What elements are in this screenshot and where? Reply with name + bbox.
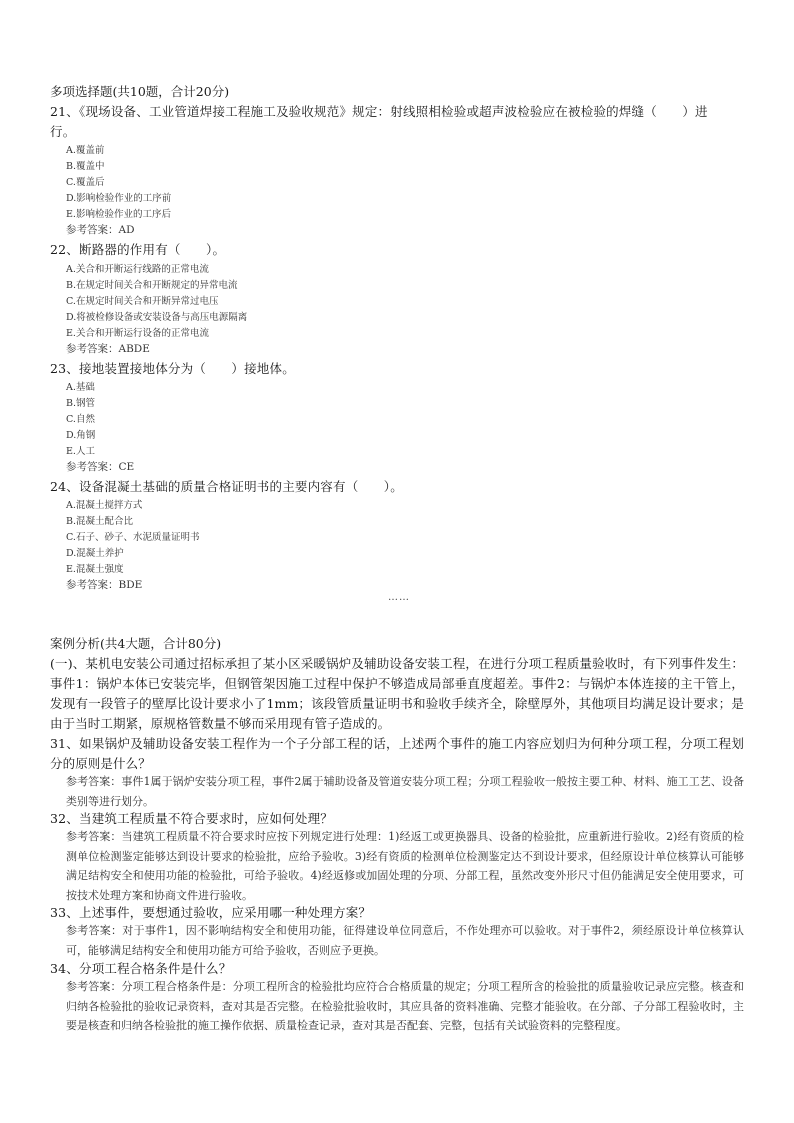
question-31-stem: 31、如果锅炉及辅助设备安装工程作为一个子分部工程的话，上述两个事件的施工内容应划归为何种分项工程，分项工程划分的原则是什么？ bbox=[50, 736, 744, 771]
question-34-stem: 34、分项工程合格条件是什么？ bbox=[50, 961, 232, 976]
question-23-option-a: A.基础 bbox=[66, 382, 95, 393]
omitted-questions-ellipsis: …… bbox=[388, 592, 410, 603]
question-22-option-e: E.关合和开断运行设备的正常电流 bbox=[66, 328, 209, 339]
question-21-option-e: E.影响检验作业的工序后 bbox=[66, 209, 171, 220]
question-23-option-b: B.钢管 bbox=[66, 398, 96, 409]
question-24-answer: 参考答案：BDE bbox=[66, 579, 143, 591]
question-32-answer: 参考答案：当建筑工程质量不符合要求时应按下列规定进行处理：1)经返工或更换器具、设备的检验批，应重新进行验收。2)经有资质的检测单位检测鉴定能够达到设计要求的检验批，应给予验收。3)经有资质的检测单位检测鉴定达不到设计要求，但经原设计单位核算认可能够满足结构安全和使用功能的检验批，可给予验收。4)经返修或加固处理的分项、分部工程，虽然改变外形尺寸但仍能满足安全使用要求，可按技术处理方案和协商文件进行验收。 bbox=[66, 830, 744, 902]
question-23-option-d: D.角钢 bbox=[66, 430, 96, 441]
question-24-option-a: A.混凝土搅拌方式 bbox=[66, 500, 143, 511]
case-intro-paragraph: (一)、某机电安装公司通过招标承担了某小区采暖锅炉及辅助设备安装工程，在进行分项工程质量验收时，有下列事件发生：事件1：锅炉本体已安装完毕，但钢管架因施工过程中保护不够造成局部垂直度超差。事件2：与锅炉本体连接的主干管上，发现有一段管子的壁厚比设计要求小了1mm；该段管质量证明书和验收手续齐全，除壁厚外，其他项目均满足设计要求；是由于当时工期紧，原规格管数量不够而采用现有管子造成的。 bbox=[50, 656, 744, 731]
question-22-option-b: B.在规定时间关合和开断规定的异常电流 bbox=[66, 280, 238, 291]
question-21-option-b: B.覆盖中 bbox=[66, 161, 105, 172]
question-23-answer: 参考答案：CE bbox=[66, 461, 135, 473]
question-33-stem: 33、上述事件，要想通过验收，应采用哪一种处理方案？ bbox=[50, 905, 372, 920]
question-33-answer: 参考答案：对于事件1，因不影响结构安全和使用功能，征得建设单位同意后，不作处理亦可以验收。对于事件2，须经原设计单位核算认可，能够满足结构安全和使用功能方可给予验收，否则应予更换。 bbox=[66, 924, 744, 957]
question-21-option-c: C.覆盖后 bbox=[66, 177, 105, 188]
question-22-option-a: A.关合和开断运行线路的正常电流 bbox=[66, 264, 209, 275]
question-24-option-e: E.混凝土强度 bbox=[66, 564, 124, 575]
question-21-option-d: D.影响检验作业的工序前 bbox=[66, 193, 172, 204]
question-22-option-d: D.将被检修设备或安装设备与高压电源隔离 bbox=[66, 312, 248, 323]
question-24-option-d: D.混凝土养护 bbox=[66, 548, 124, 559]
question-22-stem: 22、断路器的作用有（ ）。 bbox=[50, 242, 226, 257]
question-24-option-c: C.石子、砂子、水泥质量证明书 bbox=[66, 532, 200, 543]
question-23-stem: 23、接地装置接地体分为（ ）接地体。 bbox=[50, 361, 295, 376]
question-31-answer: 参考答案：事件1属于锅炉安装分项工程，事件2属于辅助设备及管道安装分项工程；分项工程验收一般按主要工种、材料、施工工艺、设备类别等进行划分。 bbox=[66, 775, 744, 808]
question-21-option-a: A.覆盖前 bbox=[66, 145, 105, 156]
section-title-multiple-choice: 多项选择题(共10题，合计20分) bbox=[50, 84, 230, 99]
question-21-answer: 参考答案：AD bbox=[66, 224, 135, 236]
question-21-stem: 21、《现场设备、工业管道焊接工程施工及验收规范》规定：射线照相检验或超声波检验应在被检验的焊缝（ ）进 bbox=[50, 104, 708, 119]
question-22-answer: 参考答案：ABDE bbox=[66, 343, 150, 355]
section-title-case-analysis: 案例分析(共4大题，合计80分) bbox=[50, 636, 222, 651]
question-24-stem: 24、设备混凝土基础的质量合格证明书的主要内容有（ ）。 bbox=[50, 479, 403, 494]
question-23-option-e: E.人工 bbox=[66, 446, 95, 457]
question-34-answer: 参考答案：分项工程合格条件是：分项工程所含的检验批均应符合合格质量的规定；分项工程所含的检验批的质量验收记录应完整。核查和归纳各检验批的验收记录资料，查对其是否完整。在检验批验收时，其应具备的资料准确、完整才能验收。在分部、子分部工程验收时，主要是核查和归纳各检验批的施工操作依据、质量检查记录，查对其是否配套、完整，包括有关试验资料的完整程度。 bbox=[66, 980, 744, 1032]
question-22-option-c: C.在规定时间关合和开断异常过电压 bbox=[66, 296, 219, 307]
question-32-stem: 32、当建筑工程质量不符合要求时，应如何处理？ bbox=[50, 811, 334, 826]
question-24-option-b: B.混凝土配合比 bbox=[66, 516, 134, 527]
question-21-stem-cont: 行。 bbox=[50, 124, 76, 139]
question-23-option-c: C.自然 bbox=[66, 414, 95, 425]
